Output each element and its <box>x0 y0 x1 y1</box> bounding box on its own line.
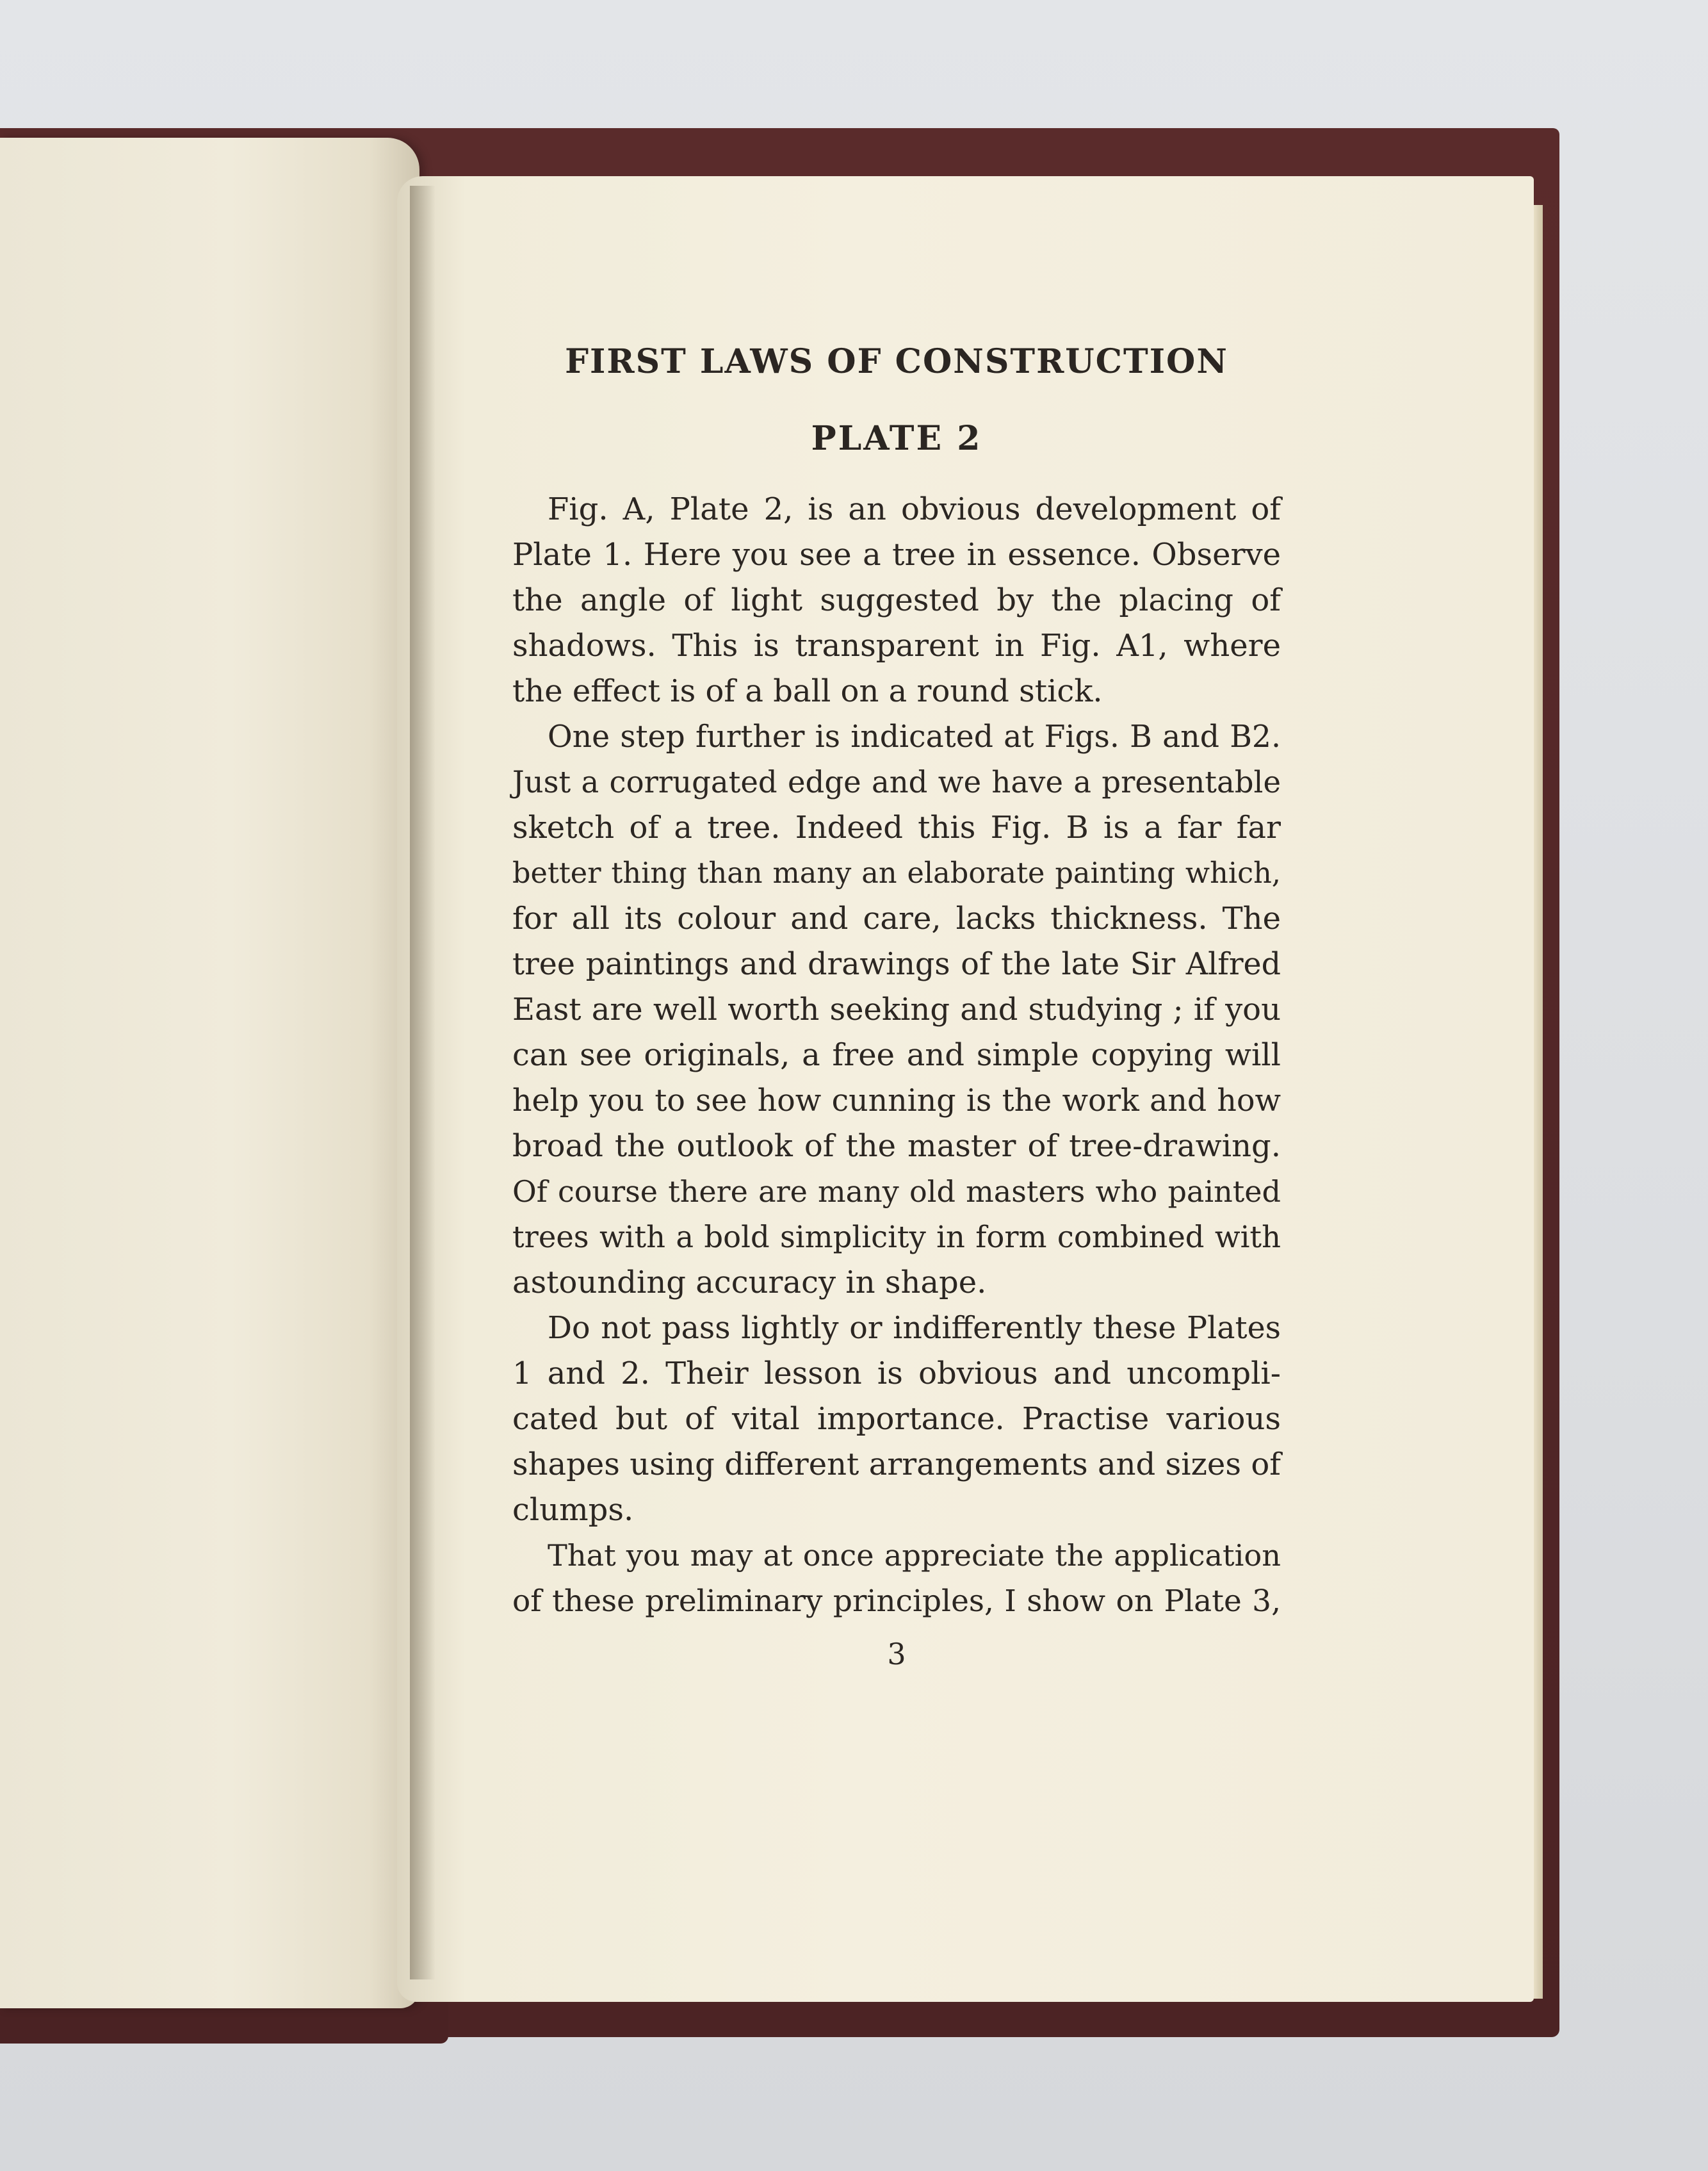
text-line: Fig. A, Plate 2, is an obvious development of <box>548 491 1281 527</box>
text-line: broad the outlook of the master of tree-drawing. <box>512 1128 1281 1164</box>
left-page <box>0 138 419 2008</box>
text-line: help you to see how cunning is the work and how <box>512 1083 1281 1118</box>
text-line: for all its colour and care, lacks thickness. The <box>512 901 1281 937</box>
text-line: 1 and 2. Their lesson is obvious and uncompli- <box>512 1356 1281 1391</box>
text-line: sketch of a tree. Indeed this Fig. B is a far far <box>512 810 1281 846</box>
text-line: East are well worth seeking and studying ; if you <box>512 992 1281 1028</box>
text-line: shadows. This is transparent in Fig. A1, where <box>512 628 1281 664</box>
page-text-block <box>512 340 1281 1624</box>
text-line: trees with a bold simplicity in form combined with <box>512 1220 1281 1254</box>
text-line: One step further is indicated at Figs. B and B2. <box>548 719 1281 755</box>
text-line: Of course there are many old masters who painted <box>512 1174 1281 1209</box>
text-line: astounding accuracy in shape. <box>512 1265 987 1300</box>
text-line: better thing than many an elaborate painting which, <box>512 856 1281 890</box>
text-line: clumps. <box>512 1492 634 1528</box>
text-line: the angle of light suggested by the placing of <box>512 582 1281 618</box>
text-line: shapes using different arrangements and sizes of <box>512 1446 1281 1482</box>
text-line: That you may at once appreciate the application <box>548 1538 1281 1573</box>
text-line: the effect is of a ball on a round stick. <box>512 673 1103 709</box>
book-gutter <box>410 186 435 1979</box>
text-line: tree paintings and drawings of the late Sir Alfred <box>512 947 1281 982</box>
paragraph <box>512 1533 1281 1624</box>
text-line: Do not pass lightly or indifferently these Plates <box>548 1311 1281 1346</box>
text-line: of these preliminary principles, I show on Plate 3, <box>512 1584 1281 1619</box>
plate-subheading: PLATE 2 <box>811 419 982 458</box>
paragraph <box>512 487 1281 714</box>
text-line: can see originals, a free and simple copying will <box>512 1037 1281 1073</box>
page-number: 3 <box>887 1637 906 1671</box>
paragraph <box>512 1306 1281 1533</box>
text-line: Just a corrugated edge and we have a presentable <box>512 765 1281 799</box>
chapter-heading: FIRST LAWS OF CONSTRUCTION <box>565 342 1228 381</box>
page-edges <box>1534 205 1543 1999</box>
paragraph <box>512 714 1281 1306</box>
text-line: Plate 1. Here you see a tree in essence. Observe <box>512 537 1281 573</box>
text-line: cated but of vital importance. Practise various <box>512 1401 1281 1437</box>
